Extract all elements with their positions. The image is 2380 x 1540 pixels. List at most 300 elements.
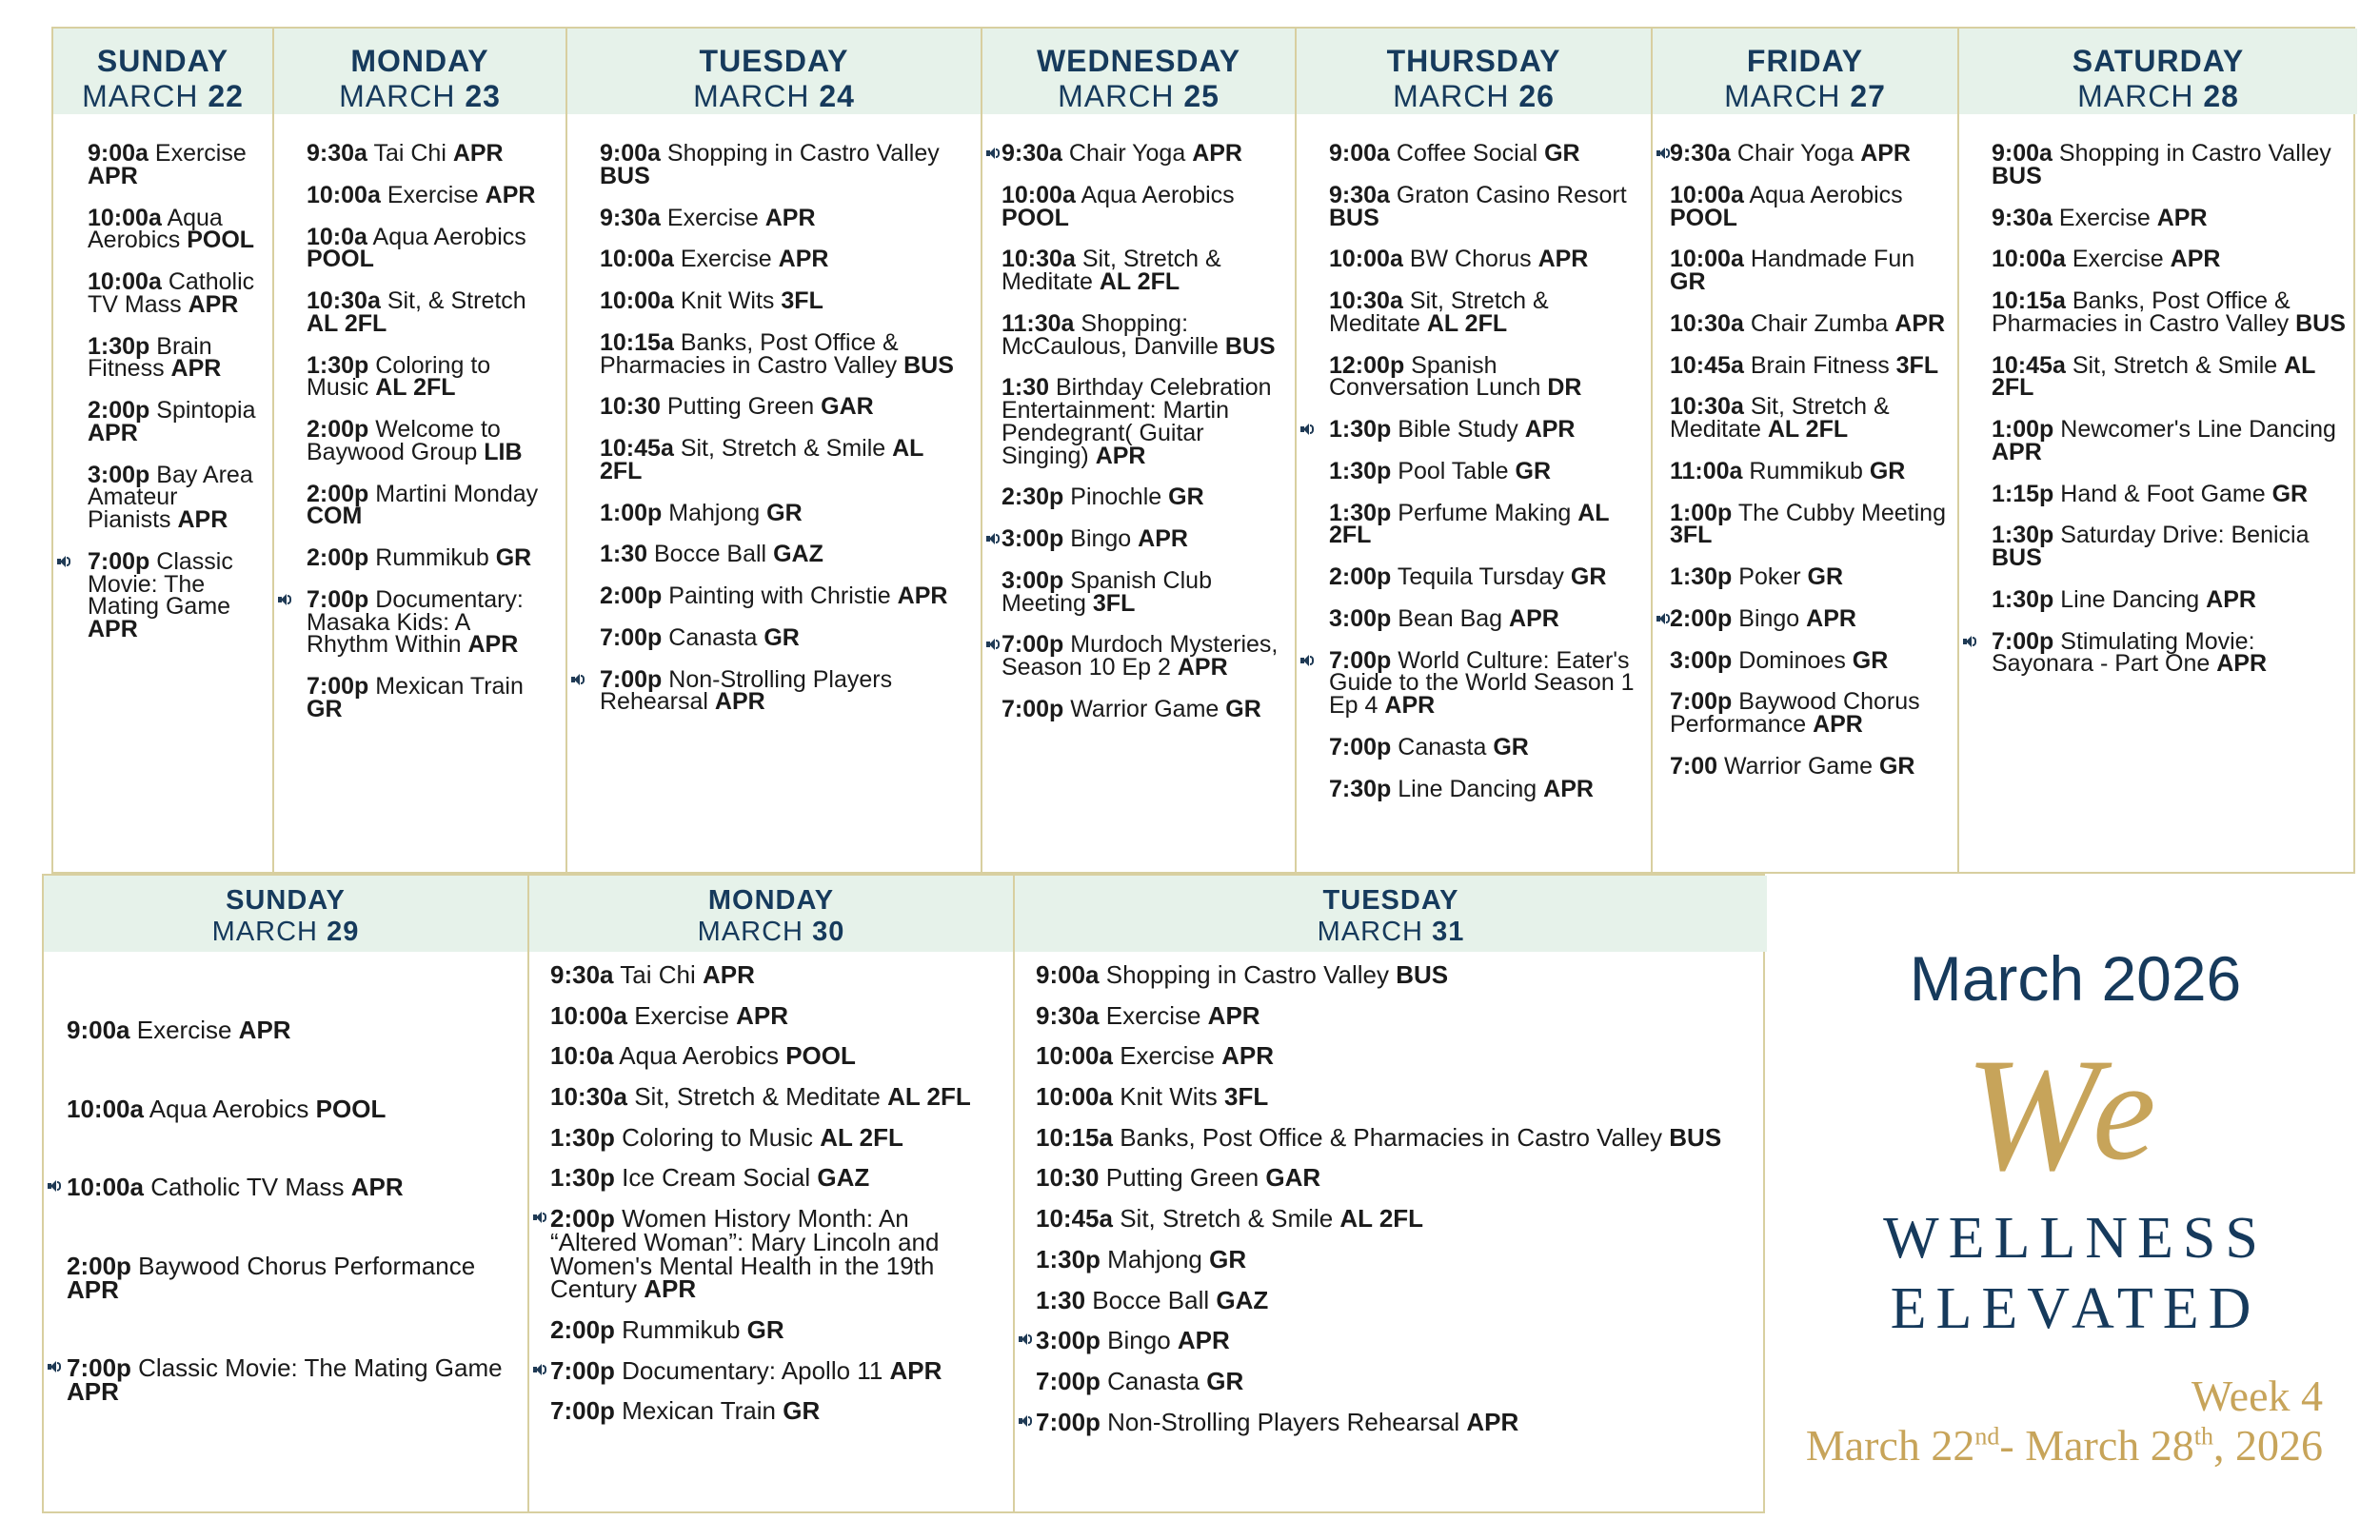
event-title: Aqua Aerobics [149,1094,309,1123]
event-title: Spanish Conversation Lunch [1329,351,1541,402]
day-column-tuesday [1015,876,1767,1511]
event-location: GR [1878,752,1915,780]
event-time: 2:00p [307,480,369,507]
event-time: 12:00p [1329,351,1405,379]
event-time: 10:00a [1670,246,1744,273]
day-column-thursday [1297,29,1653,872]
event-location: GR [1168,484,1204,511]
event-location: AL 2FL [887,1082,971,1112]
event-location: APR [2206,585,2256,613]
event-time: 1:15p [1992,480,2054,507]
event-location: APR [1537,246,1589,273]
event-title: Warrior Game [1070,695,1220,722]
event-title: World Culture: Eater's Guide to the World Season 1 Ep 4 [1329,646,1635,719]
brand-line-wellness: WELLNESS [1883,1206,2268,1271]
event-title: Shopping in Castro Valley [1105,960,1389,989]
event-time: 10:00a [550,1000,627,1030]
speaker-icon [48,1360,61,1373]
event-time: 10:15a [1992,287,2066,314]
event-item [67,1018,516,1042]
event-location: APR [67,1274,119,1304]
event-item [307,351,554,402]
event-title: Rummikub [1749,457,1863,484]
event-item [1036,1000,1755,1030]
event-item [600,435,969,484]
event-title: Non-Strolling Players Rehearsal [1107,1407,1460,1436]
day-of-week: MONDAY [350,44,489,78]
event-item [1329,416,1639,443]
event-location: BUS [1669,1122,1722,1152]
event-item [1036,1285,1755,1314]
event-list [44,1018,527,1511]
event-item [88,140,261,189]
event-title: Women History Month: An “Altered Woman”: Mary Lincoln and Women's Mental Health in the 19th Century [550,1204,940,1304]
event-item [1002,374,1283,469]
event-time: 1:30 [1002,374,1050,402]
event-title: Perfume Making [1398,499,1572,526]
event-time: 7:00p [1002,631,1064,659]
event-location: APR [452,140,504,167]
day-of-week: SATURDAY [2072,44,2245,78]
event-time: 2:00p [307,416,369,443]
event-item [1329,775,1639,802]
event-item [1036,960,1755,989]
event-time: 1:30p [550,1122,615,1152]
event-location: GR [766,499,803,526]
event-title: Classic Movie: The Mating Game [88,547,233,621]
event-time: 2:00p [550,1314,615,1344]
event-time: 10:45a [1992,351,2066,379]
event-location: APR [1138,525,1188,552]
event-location: APR [897,582,948,609]
event-title: Classic Movie: The Mating Game [138,1353,503,1383]
event-location: APR [88,419,138,446]
event-location: APR [1466,1407,1519,1436]
event-item [1036,1244,1755,1273]
event-time: 2:00p [67,1252,131,1281]
event-item [67,1252,516,1304]
event-list [567,140,981,872]
event-time: 10:00a [600,287,674,314]
event-location: GR [1570,563,1607,590]
event-location: APR [764,204,816,231]
event-time: 3:00p [88,461,150,488]
event-item [1329,499,1639,549]
event-location: GR [764,623,800,651]
day-header [982,29,1295,114]
event-time: 10:00a [88,204,162,231]
month-day: MARCH 30 [697,917,845,947]
event-time: 1:30p [1329,416,1392,443]
logo-letter-w: W [1965,1025,2100,1204]
day-header [1653,29,1957,114]
event-item [550,1163,1002,1193]
event-title: Exercise [136,1016,232,1044]
event-item [1002,525,1283,552]
event-location: APR [467,631,519,659]
event-title: Documentary: Apollo 11 [622,1355,883,1385]
event-item [1036,1204,1755,1234]
event-location: AL 2FL [1426,309,1508,337]
event-title: Mexican Train [622,1396,776,1426]
event-item [600,287,969,314]
event-item [88,547,261,642]
day-header [274,29,565,114]
event-list [1653,140,1957,872]
event-title: Poker [1738,563,1801,590]
month-day: MARCH 28 [2077,79,2239,113]
event-time: 7:00p [67,1353,131,1383]
event-location: APR [1177,654,1228,681]
event-title: Birthday Celebration Entertainment: Martin Pendegrant( Guitar Singing) [1002,374,1272,469]
event-title: Shopping: McCaulous, Danville [1002,309,1219,360]
event-title: Mahjong [1107,1244,1202,1273]
event-location: COM [307,503,363,530]
event-title: Rummikub [622,1314,741,1344]
event-item [550,960,1002,989]
event-location: BUS [600,162,650,189]
event-item [1002,248,1283,294]
event-title: Chair Yoga [1736,140,1854,167]
event-title: Sit, Stretch & Smile [680,435,886,462]
event-list [982,140,1295,872]
event-location: APR [350,1173,404,1202]
day-header [567,29,981,114]
speaker-icon [1963,635,1976,648]
event-title: Canasta [668,623,758,651]
event-title: Saturday Drive: Benicia [2060,522,2310,549]
event-time: 1:00p [600,499,663,526]
calendar-title: March 2026 [1909,943,2242,1014]
event-title: Catholic TV Mass [150,1173,345,1202]
event-item [1992,524,2346,570]
week-label: Week 4 [2191,1372,2323,1420]
month-day: MARCH 31 [1317,917,1465,947]
day-of-week: WEDNESDAY [1036,44,1241,78]
event-item [600,623,969,651]
event-title: Brain Fitness [88,332,212,383]
event-title: Line Dancing [1398,775,1537,802]
event-list [274,140,565,872]
event-title: Knit Wits [1120,1082,1218,1112]
event-time: 1:00p [1992,416,2054,443]
event-location: GR [1515,457,1552,484]
day-header [1959,29,2357,114]
event-title: Martini Monday [375,480,539,507]
event-time: 10:00a [1036,1082,1113,1112]
event-time: 10:30a [1329,287,1403,314]
event-time: 2:00p [1329,563,1392,590]
event-location: GAZ [773,541,823,568]
event-location: APR [485,181,536,208]
event-time: 1:30p [1670,563,1733,590]
event-item [1992,204,2346,231]
event-title: Stimulating Movie: Sayonara - Part One [1992,627,2255,678]
event-time: 9:30a [1036,1000,1100,1030]
event-time: 10:00a [67,1094,144,1123]
event-title: Banks, Post Office & Pharmacies in Castro Valley [1120,1122,1663,1152]
event-time: 10:0a [307,223,367,250]
event-time: 7:30p [1329,775,1392,802]
event-time: 3:00p [1036,1326,1101,1355]
event-item [1329,604,1639,632]
event-item [67,1094,516,1123]
event-location: GR [307,695,343,722]
event-item [550,1000,1002,1030]
day-column-saturday [1959,29,2357,872]
event-location: 3FL [1895,351,1939,379]
event-title: Exercise [666,204,759,231]
event-title: Shopping in Castro Valley [2058,140,2331,167]
event-title: Sit, Stretch & Meditate [1002,246,1221,295]
event-title: Bocce Ball [1092,1285,1210,1314]
event-location: GAR [1265,1163,1321,1193]
event-location: APR [1543,775,1594,802]
event-time: 10:30a [1002,246,1076,273]
event-location: GR [1869,457,1906,484]
event-time: 9:30a [600,204,661,231]
event-item [307,585,554,659]
event-location: APR [1095,442,1146,469]
event-title: Pinochle [1070,484,1162,511]
week-grid-top [51,27,2355,874]
event-title: BW Chorus [1409,246,1532,273]
event-item [1329,457,1639,484]
event-item [1670,309,1946,337]
event-location: GR [1807,563,1844,590]
event-item [600,204,969,231]
event-location: APR [1806,604,1856,632]
speaker-icon [986,147,1000,160]
event-time: 10:00a [1670,181,1744,208]
event-location: APR [88,162,138,189]
event-location: APR [2156,204,2208,231]
event-title: Sit, Stretch & Smile [2072,351,2278,379]
event-item [1002,309,1283,360]
event-title: Hand & Foot Game [2060,480,2266,507]
event-location: APR [67,1377,119,1407]
event-time: 10:30a [1670,309,1744,337]
event-title: Coloring to Music [307,351,491,402]
event-item [550,1355,1002,1385]
event-time: 10:00a [1329,246,1403,273]
event-time: 7:00p [1992,627,2054,655]
event-title: Sit, Stretch & Meditate [634,1082,881,1112]
event-time: 11:30a [1002,309,1075,337]
event-location: BUS [903,351,954,379]
event-time: 1:30p [307,351,369,379]
event-location: APR [1509,604,1559,632]
event-time: 9:30a [1002,140,1062,167]
event-location: APR [1992,438,2042,465]
event-title: Catholic TV Mass [88,268,255,318]
event-time: 10:00a [1992,246,2066,273]
event-list [1015,960,1767,1511]
event-time: 3:00p [1002,566,1064,594]
event-time: 7:00p [1329,646,1392,674]
event-time: 10:45a [1036,1204,1113,1234]
event-time: 10:00a [1036,1041,1113,1071]
event-item [1670,499,1946,549]
event-title: Non-Strolling Players Rehearsal [600,665,893,716]
event-title: Warrior Game [1724,752,1874,780]
event-time: 1:30 [600,541,648,568]
event-item [550,1396,1002,1426]
event-item [1036,1122,1755,1152]
event-time: 7:00p [307,585,369,613]
event-time: 1:30p [88,332,150,360]
event-item [1670,248,1946,294]
event-item [1670,752,1946,780]
event-list [1959,140,2357,872]
event-location: GR [1209,1244,1247,1273]
event-title: Welcome to Baywood Group [307,416,501,465]
speaker-icon [278,593,291,606]
speaker-icon [57,555,70,568]
event-time: 9:30a [550,960,614,989]
event-location: POOL [785,1041,856,1071]
event-item [1036,1082,1755,1112]
event-title: Chair Yoga [1068,140,1186,167]
event-location: AL 2FL [1099,268,1180,295]
event-time: 10:15a [600,328,674,356]
event-location: APR [170,355,222,383]
event-title: Sit, Stretch & Meditate [1670,393,1890,443]
event-title: Murdoch Mysteries, Season 10 Ep 2 [1002,631,1279,681]
month-day: MARCH 29 [211,917,360,947]
event-location: GAR [821,393,874,421]
event-item [1036,1163,1755,1193]
event-location: GR [1493,733,1529,760]
event-location: GR [1225,695,1261,722]
event-title: Putting Green [666,393,815,421]
event-item [1329,646,1639,719]
month-day: MARCH 27 [1724,79,1886,113]
event-title: Coloring to Music [622,1122,814,1152]
event-title: Tai Chi [620,960,696,989]
event-time: 9:30a [1992,204,2053,231]
event-title: Bay Area Amateur Pianists [88,461,253,533]
event-time: 2:00p [307,544,369,571]
event-time: 1:30p [1329,457,1392,484]
event-location: POOL [1670,204,1737,231]
event-item [1329,287,1639,337]
event-item [1002,631,1283,681]
event-location: APR [188,290,239,318]
event-time: 9:00a [1329,140,1390,167]
event-item [1329,563,1639,590]
event-title: Spanish Club Meeting [1002,566,1212,617]
event-location: 3FL [1670,522,1713,549]
event-location: GR [1544,140,1580,167]
day-header [53,29,272,114]
event-time: 9:00a [600,140,661,167]
event-title: Tai Chi [373,140,446,167]
week-grid-bottom [42,874,1765,1513]
day-of-week: TUESDAY [699,44,849,78]
event-location: APR [2170,246,2221,273]
event-time: 9:00a [88,140,149,167]
event-title: Bean Bag [1398,604,1503,632]
event-title: Documentary: Masaka Kids: A Rhythm Within [307,585,524,659]
event-item [307,223,554,273]
event-location: POOL [307,246,374,273]
event-time: 10:30a [550,1082,627,1112]
event-title: Aqua Aerobics [1081,181,1235,208]
event-title: Line Dancing [2060,585,2200,613]
we-logo [1933,1025,2218,1204]
event-item [600,582,969,609]
event-time: 10:00a [88,268,162,295]
event-time: 7:00p [550,1355,615,1385]
event-item [307,181,554,208]
event-time: 3:00p [1670,646,1733,674]
event-item [600,543,969,566]
event-item [1670,140,1946,167]
event-item [1992,480,2346,507]
speaker-icon [986,532,1000,545]
event-title: Handmade Fun [1750,246,1915,273]
event-location: APR [736,1000,789,1030]
event-title: Brain Fitness [1750,351,1890,379]
event-title: Mexican Train [375,673,524,700]
event-item [1670,181,1946,231]
speaker-icon [533,1211,546,1224]
event-item [550,1314,1002,1344]
event-list [1297,140,1651,872]
event-location: BUS [1329,204,1379,231]
event-location: GR [783,1396,821,1426]
event-time: 10:00a [600,246,674,273]
day-of-week: TUESDAY [1322,885,1459,916]
event-item [1036,1041,1755,1071]
event-location: 3FL [1224,1082,1269,1112]
event-time: 2:30p [1002,484,1064,511]
speaker-icon [48,1179,61,1193]
event-item [1002,486,1283,509]
event-title: Baywood Chorus Performance [1670,688,1920,738]
event-location: AL 2FL [1329,499,1610,549]
event-title: Bingo [1070,525,1132,552]
month-day: MARCH 26 [1393,79,1555,113]
day-column-sunday [53,29,274,872]
event-title: Knit Wits [680,287,775,314]
event-time: 7:00p [88,547,150,575]
event-time: 10:45a [600,435,674,462]
event-time: 9:00a [1992,140,2053,167]
event-time: 2:00p [550,1204,615,1234]
event-title: Bingo [1738,604,1800,632]
event-location: APR [1894,309,1946,337]
event-item [1992,416,2346,465]
event-time: 10:30a [1670,393,1744,421]
event-location: APR [702,960,755,989]
event-time: 10:00a [1002,181,1076,208]
event-title: Bible Study [1398,416,1518,443]
month-day: MARCH 25 [1058,79,1220,113]
speaker-icon [1300,423,1314,436]
event-item [1002,140,1283,167]
event-title: Exercise [634,1000,729,1030]
event-time: 9:30a [1329,181,1390,208]
event-item [1002,181,1283,231]
event-time: 1:30p [550,1163,615,1193]
event-title: Graton Casino Resort [1396,181,1627,208]
event-title: Sit, Stretch & Smile [1120,1204,1334,1234]
event-time: 7:00 [1670,752,1718,780]
event-title: Exercise [2072,246,2164,273]
event-location: APR [2216,650,2268,678]
